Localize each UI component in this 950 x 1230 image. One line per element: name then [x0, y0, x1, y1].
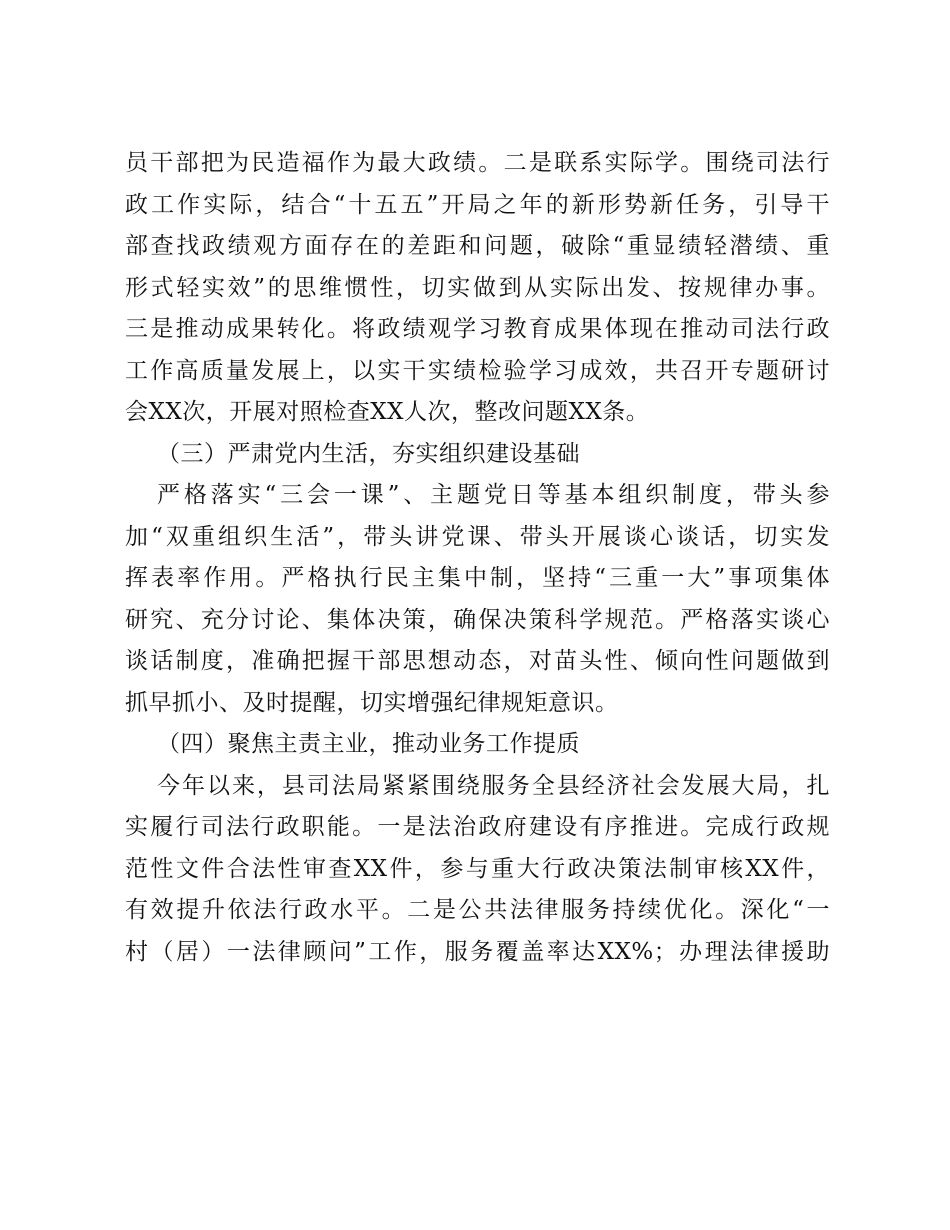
paragraph-line: 严格落实“三会一课”、主题党日等基本组织制度，带头参 [157, 482, 830, 508]
paragraph-line: 抓早抓小、及时提醒，切实增强纪律规矩意识。 [125, 689, 619, 716]
paragraph-line: 今年以来，县司法局紧紧围绕服务全县经济社会发展大局，扎 [157, 772, 830, 799]
paragraph-line: 会XX次，开展对照检查XX人次，整改问题XX条。 [125, 399, 650, 425]
paragraph-line: 工作高质量发展上，以实干实绩检验学习成效，共召开专题研讨 [125, 357, 830, 384]
paragraph-line: 范性文件合法性审查XX件，参与重大行政决策法制审核XX件， [125, 855, 830, 882]
paragraph-line: 有效提升依法行政水平。二是公共法律服务持续优化。深化“一 [125, 897, 830, 923]
document-body [125, 143, 830, 973]
paragraph-line: 部查找政绩观方面存在的差距和问题，破除“重显绩轻潜绩、重 [125, 233, 830, 259]
paragraph-line: 政工作实际，结合“十五五”开局之年的新形势新任务，引导干 [125, 191, 830, 218]
section-heading: （四）聚焦主责主业，推动业务工作提质 [157, 731, 580, 757]
paragraph-line: 研究、充分讨论、集体决策，确保决策科学规范。严格落实谈心 [125, 606, 830, 633]
paragraph-line: 谈话制度，准确把握干部思想动态，对苗头性、倾向性问题做到 [125, 648, 830, 674]
paragraph-line: 实履行司法行政职能。一是法治政府建设有序推进。完成行政规 [125, 814, 830, 840]
paragraph-line: 加“双重组织生活”，带头讲党课、带头开展谈心谈话，切实发 [125, 523, 830, 550]
paragraph-line: 挥表率作用。严格执行民主集中制，坚持“三重一大”事项集体 [125, 565, 830, 591]
paragraph-line: 员干部把为民造福作为最大政绩。二是联系实际学。围绕司法行 [125, 150, 830, 176]
paragraph-line: 村（居）一法律顾问”工作，服务覆盖率达XX%；办理法律援助 [125, 938, 830, 965]
paragraph-line: 形式轻实效”的思维惯性，切实做到从实际出发、按规律办事。 [125, 274, 830, 301]
section-heading: （三）严肃党内生活，夯实组织建设基础 [157, 440, 580, 467]
paragraph-line: 三是推动成果转化。将政绩观学习教育成果体现在推动司法行政 [125, 316, 830, 342]
